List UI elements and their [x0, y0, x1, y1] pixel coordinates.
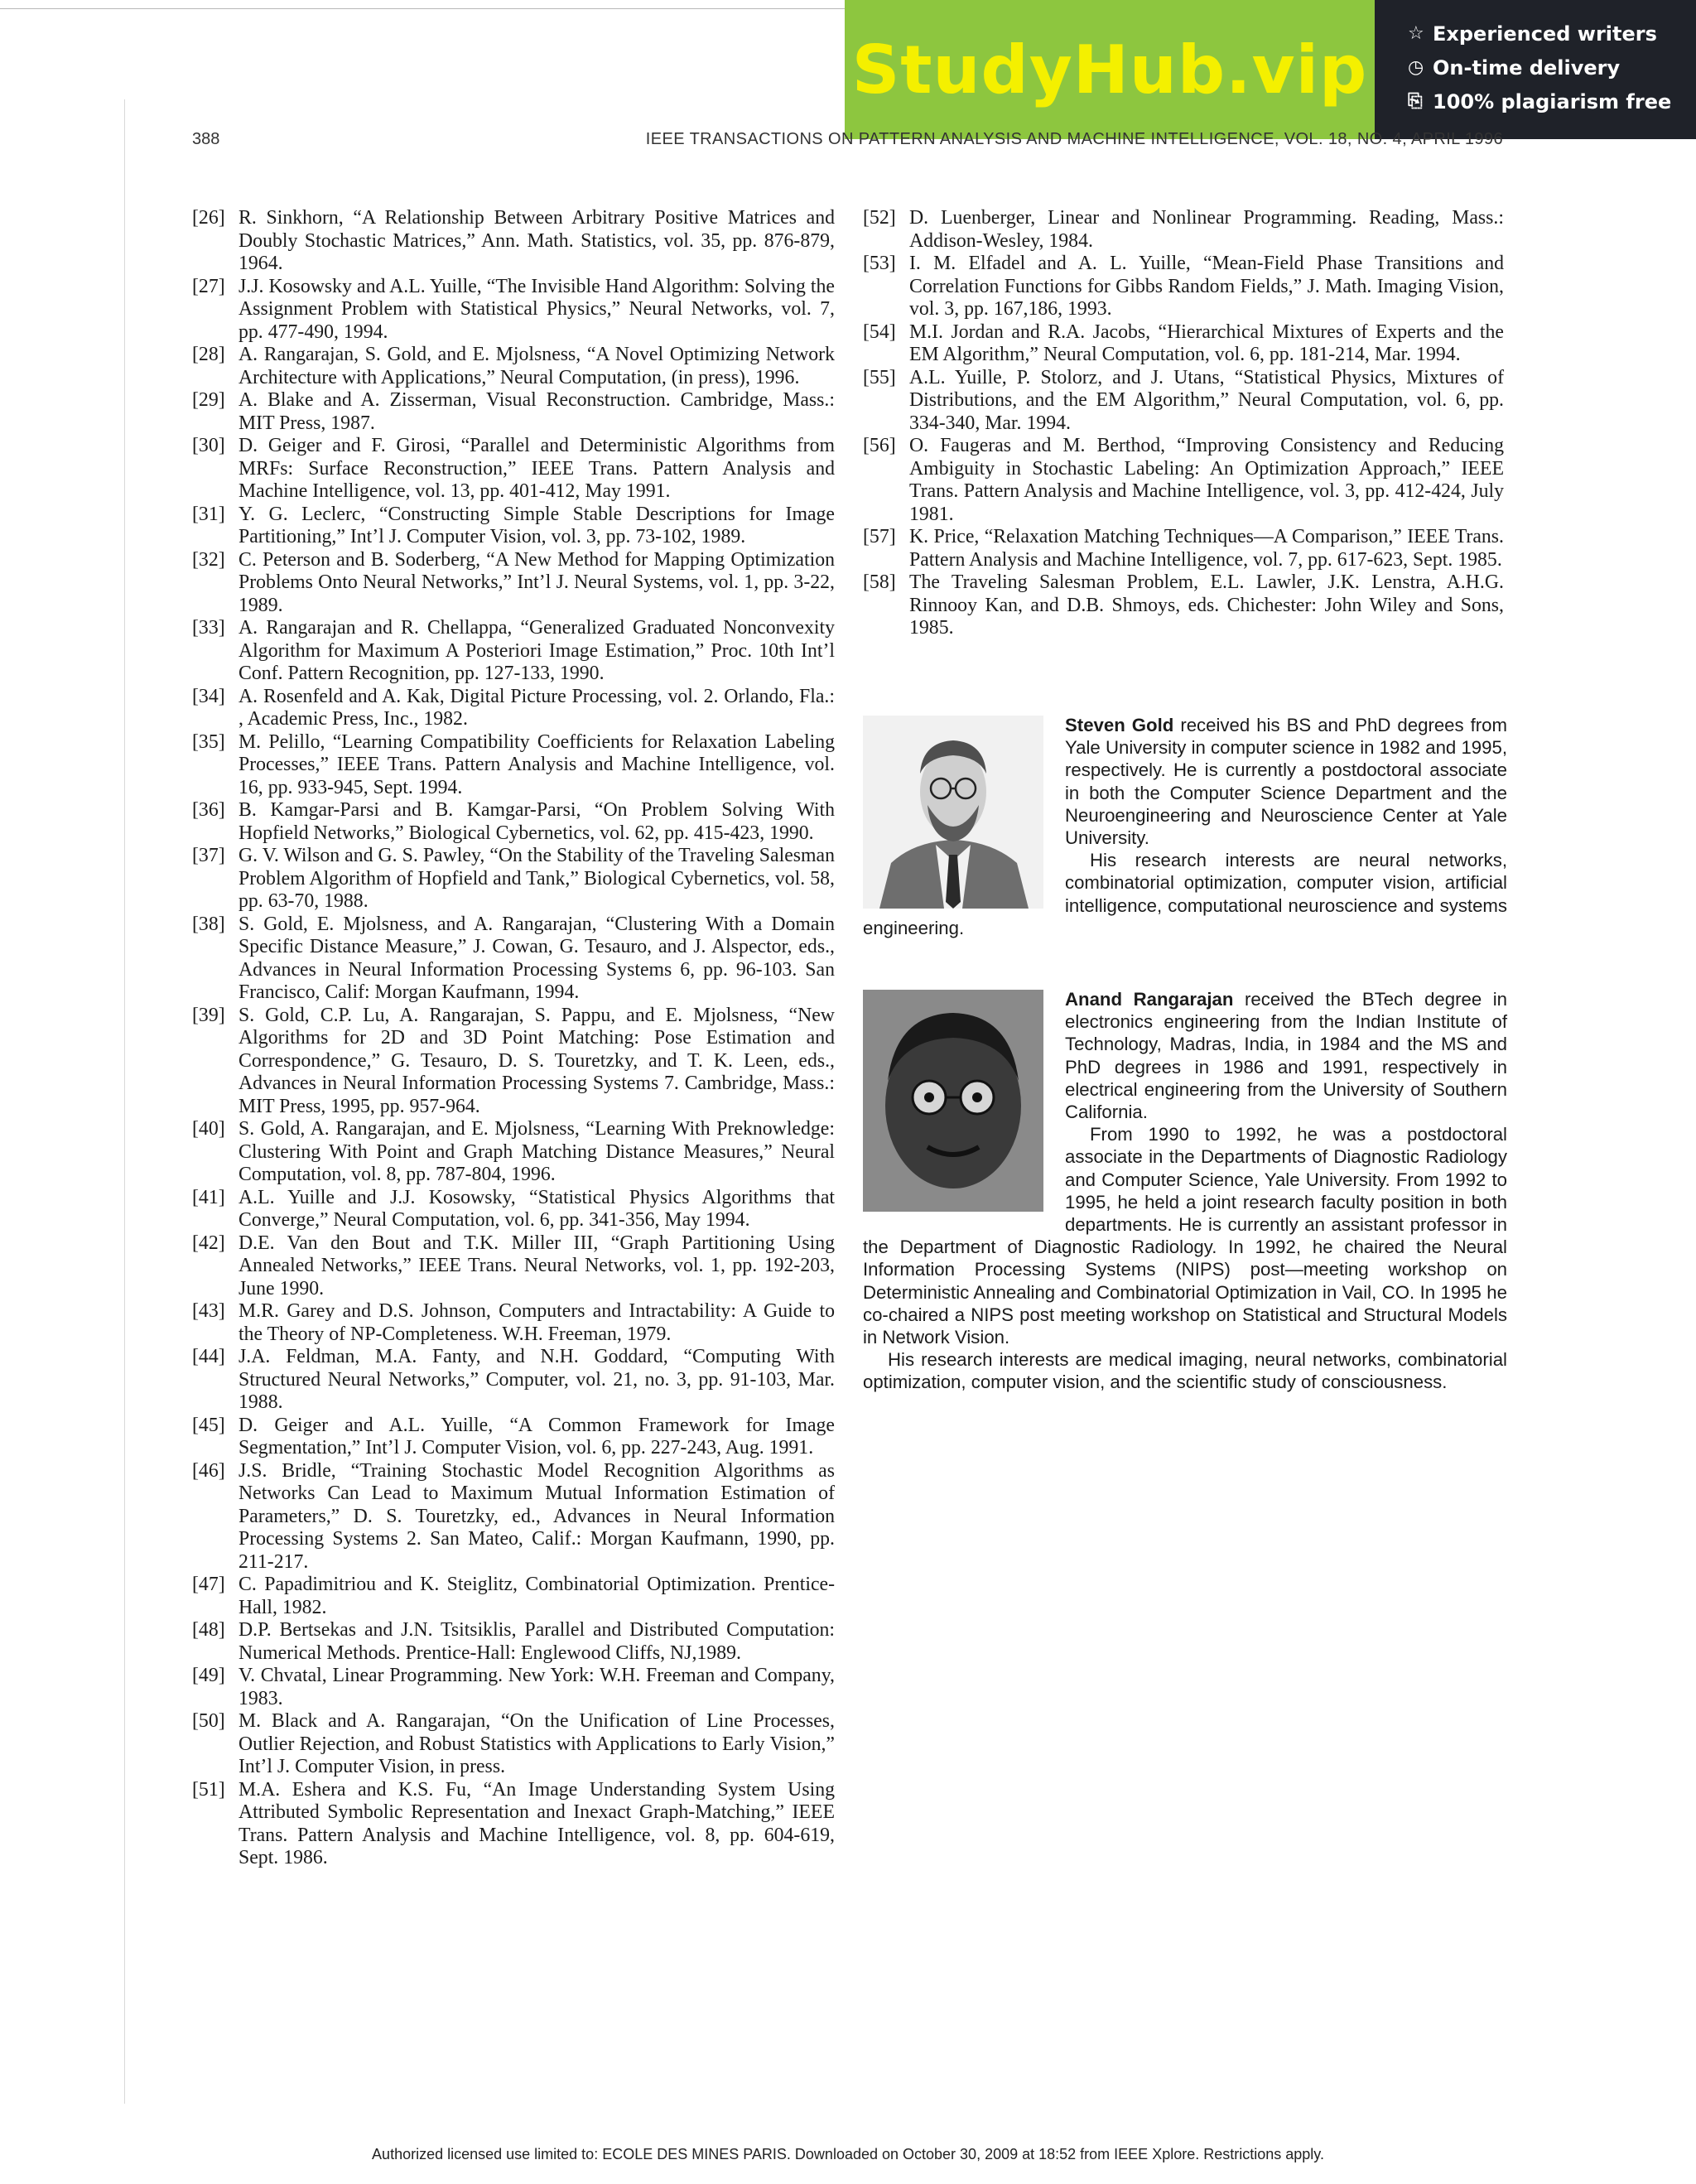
reference-number: [33]: [192, 617, 225, 639]
reference-item: [192, 1005, 835, 1119]
reference-text: S. Gold, E. Mjolsness, and A. Rangarajan, “Clustering With a Domain Specific Distance Measure,” J. Cowan, G. Tesauro, and J. Alspector, eds., Advances in Neural Information Processing Systems 6, pp. 96-103. San Francisco, Calif: Morgan Kaufmann, 1994.: [238, 913, 835, 1003]
reference-item: [192, 1779, 835, 1870]
margin-rule: [124, 99, 125, 2104]
bio-paragraph: From 1990 to 1992, he was a postdoctoral associate in the Departments of Diagnostic Radiology and Computer Science, Yale University. From 1992 to 1995, he held a joint research faculty position in both departments. He is currently an assistant professor in the Department of Diagnostic Radiology. In 1992, he chaired the Neural Information Processing Systems (NIPS) post—meeting workshop on Deterministic Annealing and Combinatorial Optimization in Vail, CO. In 1995 he co-chaired a NIPS post meeting workshop on Statistical and Structural Models in Network Vision.: [863, 1124, 1507, 1348]
reference-item: [192, 344, 835, 389]
reference-item: [192, 1619, 835, 1665]
reference-number: [40]: [192, 1118, 225, 1140]
reference-text: V. Chvatal, Linear Programming. New York: W.H. Freeman and Company, 1983.: [238, 1665, 835, 1709]
reference-text: S. Gold, C.P. Lu, A. Rangarajan, S. Pappu, and E. Mjolsness, “New Algorithms for 2D and 3D Point Matching: Pose Estimation and Correspondence,” G. Tesauro, D. S. Touretzky, and T. K. Leen, eds., Advances in Neural Information Processing Systems 7. Cambridge, Mass.: MIT Press, 1995, pp. 957-964.: [238, 1004, 835, 1117]
reference-item: [192, 276, 835, 345]
reference-item: [192, 435, 835, 504]
top-rule: [0, 8, 853, 9]
page-number: 388: [192, 130, 220, 148]
feature-item: [1408, 84, 1696, 118]
feature-text: 100% plagiarism free: [1433, 89, 1672, 113]
reference-number: [37]: [192, 845, 225, 866]
reference-number: [27]: [192, 275, 225, 297]
reference-text: A. Blake and A. Zisserman, Visual Reconstruction. Cambridge, Mass.: MIT Press, 1987.: [238, 389, 835, 434]
bio-paragraph: His research interests are medical imaging, neural networks, combinatorial optimization, computer vision, and the scientific study of consciousness.: [863, 1349, 1507, 1393]
reference-number: [47]: [192, 1574, 225, 1595]
reference-item: [192, 1300, 835, 1346]
reference-text: K. Price, “Relaxation Matching Techniques—A Comparison,” IEEE Trans. Pattern Analysis and Machine Intelligence, vol. 7, pp. 617-623, Sept. 1985.: [909, 526, 1504, 571]
reference-item: [192, 1574, 835, 1619]
author-photo-anand-rangarajan: [863, 990, 1043, 1212]
references-left-column: [192, 207, 835, 1870]
reference-number: [55]: [863, 366, 896, 388]
author-name: Steven Gold: [1065, 715, 1174, 735]
reference-item: [192, 504, 835, 549]
references-right-column: [863, 207, 1504, 640]
reference-text: S. Gold, A. Rangarajan, and E. Mjolsness, “Learning With Preknowledge: Clustering With Point and Graph Matching Distance Measures,” Neural Computation, vol. 8, pp. 787-804, 1996.: [238, 1118, 835, 1185]
reference-text: D. Geiger and A.L. Yuille, “A Common Framework for Image Segmentation,” Int’l J. Computer Vision, vol. 6, pp. 227-243, Aug. 1991.: [238, 1414, 835, 1458]
reference-number: [53]: [863, 253, 896, 274]
reference-number: [57]: [863, 526, 896, 547]
reference-number: [38]: [192, 913, 225, 935]
reference-number: [46]: [192, 1459, 225, 1482]
bio-anand-rangarajan: [863, 988, 1507, 1394]
reference-number: [39]: [192, 1004, 225, 1026]
reference-item: [192, 1415, 835, 1460]
reference-item: [192, 686, 835, 731]
author-photo-steven-gold: [863, 716, 1043, 909]
reference-number: [52]: [863, 207, 896, 229]
reference-text: C. Peterson and B. Soderberg, “A New Method for Mapping Optimization Problems Onto Neural Networks,” Int’l J. Neural Systems, vol. 1, pp. 3-22, 1989.: [238, 548, 835, 616]
bio-paragraph: received the BTech degree in electronics engineering from the Indian Institute of Technology, Madras, India, in 1984 and the MS and PhD degrees in 1986 and 1991, respectively in electrical engineering from the University of Southern California.: [1065, 989, 1507, 1123]
reference-item: [192, 1710, 835, 1779]
reference-item: [192, 1460, 835, 1574]
reference-item: [863, 207, 1504, 253]
reference-number: [49]: [192, 1665, 225, 1686]
reference-number: [31]: [192, 503, 225, 525]
reference-item: [863, 435, 1504, 526]
ad-banner[interactable]: [845, 0, 1696, 139]
reference-item: [192, 1665, 835, 1710]
running-title: IEEE TRANSACTIONS ON PATTERN ANALYSIS AND MACHINE INTELLIGENCE, VOL. 18, NO. 4, APRIL 1996: [645, 130, 1503, 148]
copy-icon: ⎘: [1408, 91, 1423, 112]
reference-number: [51]: [192, 1778, 225, 1801]
reference-item: [192, 1232, 835, 1301]
reference-text: O. Faugeras and M. Berthod, “Improving Consistency and Reducing Ambiguity in Stochastic Labeling: An Optimization Approach,” IEEE Trans. Pattern Analysis and Machine Intelligence, vol. 3, pp. 412-424, July 1981.: [909, 435, 1504, 525]
reference-number: [58]: [863, 571, 896, 593]
reference-number: [36]: [192, 799, 225, 821]
reference-item: [192, 845, 835, 914]
feature-item: [1408, 17, 1696, 51]
reference-text: A. Rangarajan, S. Gold, and E. Mjolsness, “A Novel Optimizing Network Architecture with Applications,” Neural Computation, (in press), 1996.: [238, 344, 835, 388]
reference-number: [48]: [192, 1619, 225, 1641]
reference-number: [45]: [192, 1414, 225, 1436]
reference-item: [192, 1346, 835, 1415]
reference-text: R. Sinkhorn, “A Relationship Between Arbitrary Positive Matrices and Doubly Stochastic Matrices,” Ann. Math. Statistics, vol. 35, pp. 876-879, 1964.: [238, 207, 835, 274]
author-name: Anand Rangarajan: [1065, 989, 1234, 1010]
reference-item: [192, 617, 835, 686]
reference-item: [863, 253, 1504, 321]
reference-text: A.L. Yuille, P. Stolorz, and J. Utans, “Statistical Physics, Mixtures of Distributions, and the EM Algorithm,” Neural Computation, vol. 6, pp. 334-340, Mar. 1994.: [909, 366, 1504, 434]
page-header: [192, 130, 1503, 155]
reference-text: J.A. Feldman, M.A. Fanty, and N.H. Goddard, “Computing With Structured Neural Networks,” Computer, vol. 21, no. 3, pp. 91-103, Mar. 1988.: [238, 1346, 835, 1413]
bio-paragraph: His research interests are neural networks, combinatorial optimization, computer vision, artificial intelligence, computational neuroscience and systems engineering.: [863, 850, 1507, 938]
reference-text: J.S. Bridle, “Training Stochastic Model Recognition Algorithms as Networks Can Lead to Maximum Mutual Information Estimation of Parameters,” D. S. Touretzky, ed., Advances in Neural Information Processing Systems 2. San Mateo, Calif.: Morgan Kaufmann, 1990, pp. 211-217.: [238, 1459, 835, 1573]
reference-number: [32]: [192, 548, 225, 571]
reference-text: Y. G. Leclerc, “Constructing Simple Stable Descriptions for Image Partitioning,” Int’l J. Computer Vision, vol. 3, pp. 73-102, 1989.: [238, 503, 835, 547]
reference-text: C. Papadimitriou and K. Steiglitz, Combinatorial Optimization. Prentice-Hall, 1982.: [238, 1574, 835, 1618]
reference-text: A. Rosenfeld and A. Kak, Digital Picture Processing, vol. 2. Orlando, Fla.: , Academic Press, Inc., 1982.: [238, 685, 835, 730]
reference-item: [863, 526, 1504, 571]
reference-item: [192, 914, 835, 1005]
reference-text: M.R. Garey and D.S. Johnson, Computers and Intractability: A Guide to the Theory of NP-Completeness. W.H. Freeman, 1979.: [238, 1300, 835, 1345]
license-footer: Authorized licensed use limited to: ECOLE DES MINES PARIS. Downloaded on October 30, 2009 at 18:52 from IEEE Xplore. Restrictions apply.: [372, 2146, 1324, 2162]
reference-text: I. M. Elfadel and A. L. Yuille, “Mean-Field Phase Transitions and Correlation Functions for Gibbs Random Fields,” J. Math. Imaging Vision, vol. 3, pp. 167,186, 1993.: [909, 253, 1504, 320]
reference-item: [192, 1118, 835, 1187]
feature-text: On-time delivery: [1433, 55, 1621, 80]
banner-brand[interactable]: StudyHub.vip: [845, 0, 1375, 139]
reference-number: [34]: [192, 685, 225, 707]
bio-paragraph: received his BS and PhD degrees from Yale University in computer science in 1982 and 1995, respectively. He is currently a postdoctoral associate in both the Computer Science Department and the Neuroengineering and Neuroscience Center at Yale University.: [1065, 715, 1507, 849]
reference-number: [30]: [192, 435, 225, 456]
reference-number: [41]: [192, 1186, 225, 1208]
reference-text: G. V. Wilson and G. S. Pawley, “On the Stability of the Traveling Salesman Problem Algorithm of Hopfield and Tank,” Biological Cybernetics, vol. 58, pp. 63-70, 1988.: [238, 845, 835, 912]
reference-number: [44]: [192, 1346, 225, 1367]
reference-text: M.A. Eshera and K.S. Fu, “An Image Understanding System Using Attributed Symbolic Representation and Inexact Graph-Matching,” IEEE Trans. Pattern Analysis and Machine Intelligence, vol. 8, pp. 604-619, Sept. 1986.: [238, 1778, 835, 1868]
reference-text: A.L. Yuille and J.J. Kosowsky, “Statistical Physics Algorithms that Converge,” Neural Computation, vol. 6, pp. 341-356, May 1994.: [238, 1186, 835, 1231]
reference-number: [56]: [863, 435, 896, 456]
reference-text: M.I. Jordan and R.A. Jacobs, “Hierarchical Mixtures of Experts and the EM Algorithm,” Neural Computation, vol. 6, pp. 181-214, Mar. 1994.: [909, 321, 1504, 365]
reference-text: M. Black and A. Rangarajan, “On the Unification of Line Processes, Outlier Rejection, and Robust Statistics with Applications to Early Vision,” Int’l J. Computer Vision, in press.: [238, 1710, 835, 1777]
reference-number: [50]: [192, 1710, 225, 1732]
reference-number: [29]: [192, 389, 225, 411]
reference-item: [192, 799, 835, 845]
reference-item: [863, 571, 1504, 640]
star-icon: ☆: [1408, 23, 1424, 44]
reference-text: A. Rangarajan and R. Chellappa, “Generalized Graduated Nonconvexity Algorithm for Maximum A Posteriori Image Estimation,” Proc. 10th Int’l Conf. Pattern Recognition, pp. 127-133, 1990.: [238, 617, 835, 684]
reference-item: [863, 367, 1504, 436]
reference-item: [192, 731, 835, 800]
reference-item: [863, 321, 1504, 367]
reference-number: [54]: [863, 321, 896, 343]
reference-item: [192, 1187, 835, 1232]
reference-text: The Traveling Salesman Problem, E.L. Lawler, J.K. Lenstra, A.H.G. Rinnooy Kan, and D.B. Shmoys, eds. Chichester: John Wiley and Sons, 1985.: [909, 571, 1504, 639]
reference-number: [26]: [192, 207, 225, 229]
reference-item: [192, 207, 835, 276]
clock-icon: ◷: [1408, 57, 1424, 78]
reference-item: [192, 389, 835, 435]
feature-text: Experienced writers: [1433, 22, 1657, 46]
reference-text: D. Geiger and F. Girosi, “Parallel and Deterministic Algorithms from MRFs: Surface Reconstruction,” IEEE Trans. Pattern Analysis and Machine Intelligence, vol. 13, pp. 401-412, May 1991.: [238, 435, 835, 502]
reference-text: D.P. Bertsekas and J.N. Tsitsiklis, Parallel and Distributed Computation: Numerical Methods. Prentice-Hall: Englewood Cliffs, NJ,1989.: [238, 1619, 835, 1664]
reference-text: D.E. Van den Bout and T.K. Miller III, “Graph Partitioning Using Annealed Networks,” IEEE Trans. Neural Networks, vol. 1, pp. 192-203, June 1990.: [238, 1232, 835, 1299]
reference-item: [192, 549, 835, 618]
reference-text: M. Pelillo, “Learning Compatibility Coefficients for Relaxation Labeling Processes,” IEEE Trans. Pattern Analysis and Machine Intelligence, vol. 16, pp. 933-945, Sept. 1994.: [238, 730, 835, 798]
reference-text: B. Kamgar-Parsi and B. Kamgar-Parsi, “On Problem Solving With Hopfield Networks,” Biological Cybernetics, vol. 62, pp. 415-423, 1990.: [238, 799, 835, 844]
reference-number: [28]: [192, 344, 225, 365]
feature-item: [1408, 51, 1696, 84]
reference-text: J.J. Kosowsky and A.L. Yuille, “The Invisible Hand Algorithm: Solving the Assignment Problem with Statistical Physics,” Neural Networks, vol. 7, pp. 477-490, 1994.: [238, 275, 835, 343]
reference-text: D. Luenberger, Linear and Nonlinear Programming. Reading, Mass.: Addison-Wesley, 1984.: [909, 207, 1504, 252]
reference-number: [35]: [192, 730, 225, 753]
reference-number: [43]: [192, 1300, 225, 1322]
banner-features: [1375, 0, 1696, 139]
reference-number: [42]: [192, 1232, 225, 1254]
bio-steven-gold: [863, 714, 1507, 939]
